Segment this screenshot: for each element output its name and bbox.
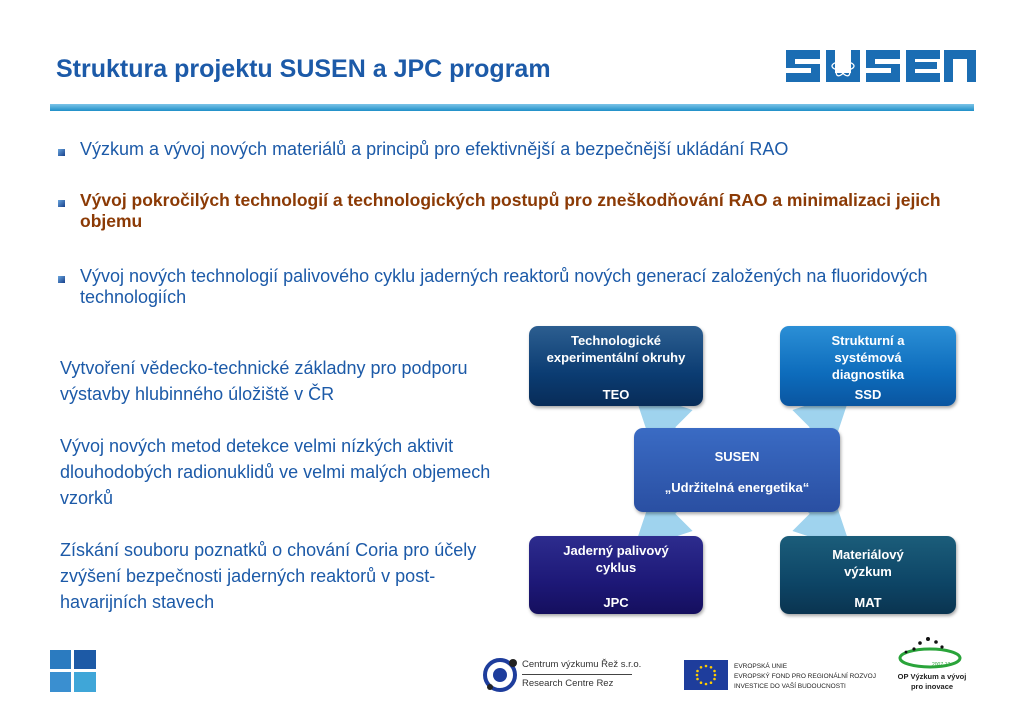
teo-code: TEO — [602, 387, 630, 402]
jpc-box — [529, 536, 703, 614]
goals-text — [60, 355, 500, 641]
cvr-emblem-icon — [482, 654, 520, 694]
susen-center-subtitle: „Udržitelná energetika“ — [664, 480, 810, 495]
eu-line: EVROPSKÝ FOND PRO REGIONÁLNÍ ROZVOJ — [734, 673, 876, 680]
header-rule — [50, 104, 974, 111]
cvr-name-cz: Centrum výzkumu Řež s.r.o. — [522, 659, 642, 670]
bullet-text: Vývoj pokročilých technologií a technologických postupů pro zneškodňování RAO a minimalizaci jejich objemu — [80, 190, 941, 231]
arrow-mat — [810, 509, 832, 531]
op-year: 2007-13 — [932, 662, 951, 668]
ssd-code: SSD — [854, 387, 882, 402]
teo-label: Technologické experimentální okruhy — [546, 333, 686, 365]
eu-text — [734, 662, 876, 692]
eu-line: EVROPSKÁ UNIE — [734, 663, 788, 670]
bullet-text: Výzkum a vývoj nových materiálů a principů pro efektivnější a bezpečnější ukládání RAO — [80, 139, 789, 159]
bullet-item — [56, 266, 976, 308]
jpc-label: Jaderný palivový cyklus — [563, 543, 669, 575]
squares-logo-icon — [50, 650, 96, 692]
bullet-list — [56, 139, 976, 308]
susen-center-box — [634, 428, 840, 512]
page-title: Struktura projektu SUSEN a JPC program — [56, 55, 551, 83]
cvr-name-en: Research Centre Rez — [522, 678, 614, 689]
op-text — [892, 672, 972, 692]
ssd-box — [780, 326, 956, 406]
mat-code: MAT — [854, 595, 882, 610]
cvr-logo — [482, 654, 642, 694]
jpc-code: JPC — [603, 595, 629, 610]
eu-flag-icon — [684, 660, 728, 690]
op-line: pro inovace — [910, 682, 954, 691]
eu-line: INVESTICE DO VAŠÍ BUDOUCNOSTI — [734, 683, 846, 690]
susen-center-label — [634, 448, 840, 496]
teo-box — [529, 326, 703, 406]
structure-diagram — [525, 322, 965, 618]
cvr-divider — [522, 674, 632, 675]
bullet-square-icon — [58, 200, 65, 207]
op-line: OP Výzkum a vývoj — [897, 672, 967, 681]
op-vavpi-logo — [892, 636, 972, 696]
bullet-item-highlighted — [56, 190, 976, 232]
bullet-text: Vývoj nových technologií palivového cyklu jaderných reaktorů nových generací založených na fluoridových technologiích — [80, 266, 928, 307]
ssd-label: Strukturní a systémová diagnostika — [831, 333, 905, 382]
goal-paragraph: Získání souboru poznatků o chování Coria pro účely zvýšení bezpečnosti jaderných reaktorů v post-havarijních stavech — [60, 540, 477, 612]
op-emblem-icon — [892, 636, 972, 672]
bullet-square-icon — [58, 276, 65, 283]
arrow-jpc — [653, 509, 675, 531]
goal-paragraph: Vytvoření vědecko-technické základny pro podporu výstavby hlubinného úložiště v ČR — [60, 358, 468, 404]
susen-center-title: SUSEN — [714, 449, 760, 464]
susen-logo — [786, 44, 976, 88]
goal-paragraph: Vývoj nových metod detekce velmi nízkých aktivit dlouhodobých radionuklidů ve velmi malých objemech vzorků — [60, 436, 491, 508]
mat-label: Materiálový výzkum — [832, 547, 904, 579]
bullet-square-icon — [58, 149, 65, 156]
bullet-item — [56, 139, 976, 160]
mat-box — [780, 536, 956, 614]
